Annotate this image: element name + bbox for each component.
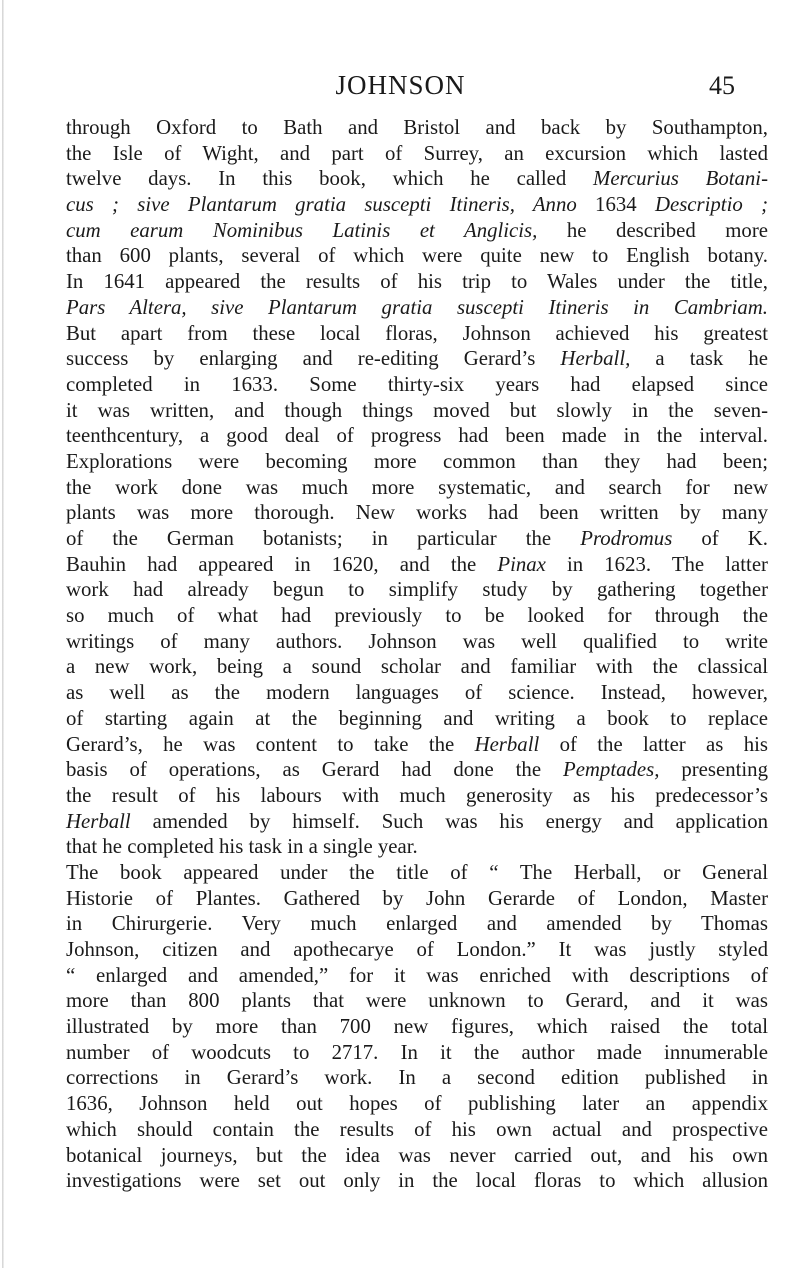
page-header <box>0 70 801 104</box>
text-line <box>66 243 768 269</box>
italic-run: Descriptio ; <box>654 193 768 217</box>
italic-run: Herball, <box>560 347 631 371</box>
text-run: Historie of Plantes. Gathered by John Gerarde of London, Master <box>66 886 768 910</box>
text-line <box>66 680 768 706</box>
text-line <box>66 577 768 603</box>
text-run: the work done was much more systematic, and search for new <box>66 475 768 499</box>
text-run: writings of many authors. Johnson was well qualified to write <box>66 629 768 653</box>
text-run: teenthcentury, a good deal of progress had been made in the interval. <box>66 424 768 448</box>
text-run: of starting again at the beginning and writing a book to replace <box>66 706 768 730</box>
text-run: But apart from these local floras, Johnson achieved his greatest <box>66 321 768 345</box>
text-run: Johnson, citizen and apothecarye of London.” It was justly styled <box>66 938 768 961</box>
text-line <box>66 988 768 1014</box>
text-line <box>66 475 768 501</box>
text-run: more than 800 plants that were unknown to Gerard, and it was <box>66 989 768 1013</box>
text-run: than 600 plants, several of which were quite new to English botany. <box>66 244 768 268</box>
page-gutter-shadow <box>2 0 4 1268</box>
text-line <box>66 732 768 758</box>
text-line <box>66 166 768 192</box>
text-run: the Isle of Wight, and part of Surrey, an excursion which lasted <box>66 141 768 165</box>
text-run: 1634 <box>576 193 655 217</box>
running-title: JOHNSON <box>335 70 466 100</box>
text-run: through Oxford to Bath and Bristol and back by Southampton, <box>66 116 768 139</box>
text-line <box>66 757 768 783</box>
italic-run: Pemptades, <box>562 758 660 782</box>
text-run: Gerard’s, he was content to take the <box>66 732 475 756</box>
text-run: it was written, and though things moved but slowly in the seven- <box>66 398 768 422</box>
text-run: that he completed his task in a single year. <box>66 835 418 859</box>
italic-run: Pinax <box>497 552 546 576</box>
text-run: twelve days. In this book, which he called <box>66 167 593 191</box>
text-line <box>66 783 768 809</box>
text-run: plants was more thorough. New works had been written by many <box>66 501 768 525</box>
italic-run: Pars Altera, sive Plantarum gratia suscepti Itineris in Cambriam. <box>66 295 768 319</box>
text-run: “ enlarged and amended,” for it was enriched with descriptions of <box>66 963 768 987</box>
text-line <box>66 141 768 167</box>
text-line <box>66 1065 768 1091</box>
italic-run: Mercurius Botani- <box>593 167 768 191</box>
italic-run: Herball <box>66 809 131 833</box>
text-run: of K. <box>672 527 768 550</box>
text-run: which should contain the results of his own actual and prospective <box>66 1117 768 1141</box>
text-run: In 1641 appeared the results of his trip to Wales under the title, <box>66 270 768 294</box>
text-run: of the German botanists; in particular the <box>66 527 581 550</box>
text-line <box>66 603 768 629</box>
italic-run: Herball <box>474 732 540 756</box>
text-line <box>66 1117 768 1143</box>
text-run: Explorations were becoming more common than they had been; <box>66 449 768 473</box>
text-line <box>66 269 768 295</box>
text-run: completed in 1633. Some thirty-six years had elapsed since <box>66 372 768 396</box>
text-line <box>66 886 768 912</box>
text-run: work had already begun to simplify study by gathering together <box>66 578 768 602</box>
text-line <box>66 963 768 989</box>
text-line <box>66 1091 768 1117</box>
text-run: in Chirurgerie. Very much enlarged and amended by Thomas <box>66 912 768 936</box>
text-run: a task he <box>630 347 768 371</box>
text-run: a new work, being a sound scholar and familiar with the classical <box>66 655 768 679</box>
text-line <box>66 629 768 655</box>
text-run: investigations were set out only in the local floras to which allusion <box>66 1169 768 1193</box>
text-line <box>66 218 768 244</box>
text-run: as well as the modern languages of science. Instead, however, <box>66 681 768 705</box>
text-line <box>66 192 768 218</box>
text-line <box>66 500 768 526</box>
text-line <box>66 860 768 886</box>
text-run: botanical journeys, but the idea was never carried out, and his own <box>66 1143 768 1167</box>
text-run: in 1623. The latter <box>545 552 768 576</box>
text-line <box>66 654 768 680</box>
text-line <box>66 1014 768 1040</box>
text-run: 1636, Johnson held out hopes of publishing later an appendix <box>66 1092 768 1116</box>
text-line <box>66 809 768 835</box>
body-text <box>66 115 768 1194</box>
italic-run: Prodromus <box>580 527 673 550</box>
text-run: success by enlarging and re-editing Gerard’s <box>66 347 561 371</box>
italic-run: cus ; sive Plantarum gratia suscepti Itineris, Anno <box>66 193 577 217</box>
text-run: the result of his labours with much generosity as his predecessor’s <box>66 783 768 807</box>
text-line <box>66 706 768 732</box>
text-run: he described more <box>537 218 768 242</box>
text-run: number of woodcuts to 2717. In it the author made innumerable <box>66 1040 768 1064</box>
text-line <box>66 526 768 552</box>
text-line <box>66 911 768 937</box>
text-line <box>66 937 768 963</box>
text-line <box>66 423 768 449</box>
text-run: so much of what had previously to be looked for through the <box>66 604 768 628</box>
text-run: The book appeared under the title of “ The Herball, or General <box>66 860 768 884</box>
text-line <box>66 398 768 424</box>
text-run: corrections in Gerard’s work. In a second edition published in <box>66 1066 768 1090</box>
text-line <box>66 449 768 475</box>
text-run: Bauhin had appeared in 1620, and the <box>66 552 498 576</box>
text-run: amended by himself. Such was his energy and application <box>130 809 768 833</box>
text-line <box>66 834 768 860</box>
text-line <box>66 1040 768 1066</box>
text-run: presenting <box>659 758 768 782</box>
text-line <box>66 552 768 578</box>
text-line <box>66 1143 768 1169</box>
text-line <box>66 372 768 398</box>
text-run: basis of operations, as Gerard had done the <box>66 758 563 782</box>
text-line <box>66 346 768 372</box>
text-run: illustrated by more than 700 new figures, which raised the total <box>66 1015 768 1039</box>
text-line <box>66 1168 768 1194</box>
text-line <box>66 295 768 321</box>
text-line <box>66 115 768 141</box>
italic-run: cum earum Nominibus Latinis et Anglicis, <box>66 218 538 242</box>
page-number: 45 <box>709 71 735 100</box>
text-line <box>66 321 768 347</box>
text-run: of the latter as his <box>539 732 768 756</box>
